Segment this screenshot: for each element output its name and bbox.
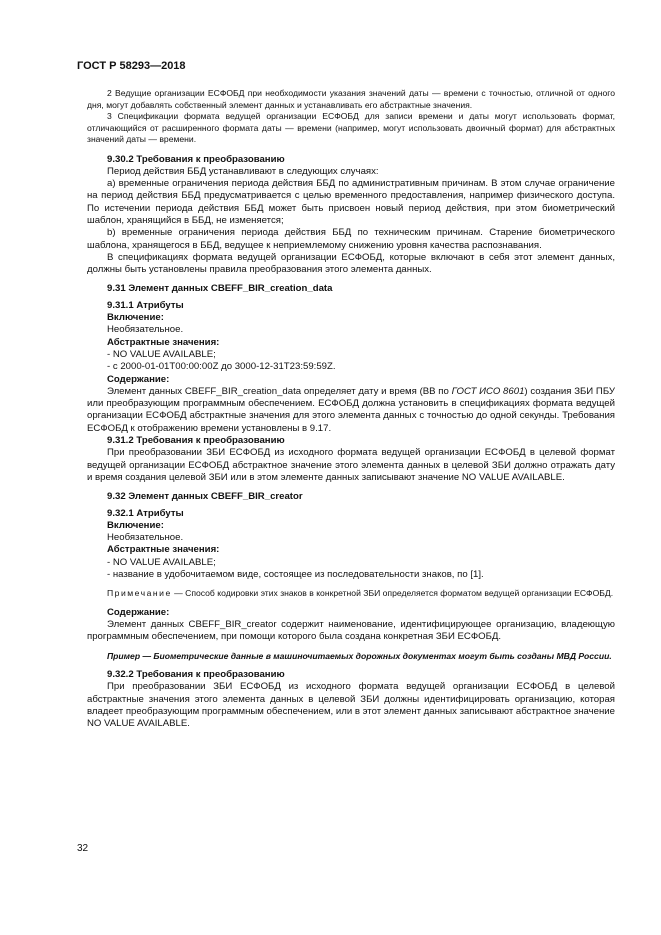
abstract-value-item: - NO VALUE AVAILABLE;	[107, 556, 216, 568]
paragraph: Элемент данных CBEFF_BIR_creator содержит наименование, идентифицирующее организацию, владеющую программным обеспечением, при помощи которого была создана конкретная ЗБИ ЕСФОБД.	[87, 619, 615, 643]
content-label: Содержание:	[107, 606, 170, 618]
paragraph: a) временные ограничения периода действия ББД по административным причинам. В этом случае ограничение на период действия ББД предусматривается с целью временного предоставления, например физического доступа. По истечении периода действия ББД может быть присвоен новый период действия, при этом биометрический шаблон, хранящийся в ББД, не изменяется;	[87, 178, 615, 226]
inclusion-value: Необязательное.	[107, 324, 184, 336]
note	[87, 588, 615, 600]
section-9-32-1-heading: 9.32.1 Атрибуты	[107, 507, 184, 519]
inclusion-label: Включение:	[107, 519, 164, 531]
section-9-32-2-heading: 9.32.2 Требования к преобразованию	[107, 669, 285, 681]
abstract-value-item: - NO VALUE AVAILABLE;	[107, 348, 216, 360]
content-text: Элемент данных CBEFF_BIR_creation_data определяет дату и время (ВВ по	[107, 385, 452, 397]
paragraph: В спецификациях формата ведущей организации ЕСФОБД, которые включают в себя этот элемент данных, должны быть установлены правила преобразования этого элемента данных.	[87, 251, 615, 276]
abstract-value-item: - название в удобочитаемом виде, состоящее из последовательности знаков, по [1].	[107, 569, 484, 580]
note-text: — Способ кодировки этих знаков в конкретной ЗБИ определяется форматом ведущей организации ЕСФОБД.	[171, 588, 614, 599]
standard-reference: ГОСТ ИСО 8601	[451, 385, 525, 397]
note-label: Примечание	[107, 588, 172, 599]
paragraph: b) временные ограничения периода действия ББД по техническим причинам. Старение биометрического шаблона, хранящегося в ББД, ведущее к неприемлемому снижению уровня качества распознавания.	[87, 227, 615, 251]
section-9-32-heading: 9.32 Элемент данных CBEFF_BIR_creator	[107, 491, 303, 503]
abstract-values-label: Абстрактные значения:	[107, 544, 220, 556]
page-number: 32	[77, 843, 89, 854]
content-text: ) создания ЗБИ ПБУ или преобразующим программным обеспечением. ЕСФОБД должна установить в спецификациях формата ведущей организации ЕСФОБД абстрактные значения для этого элемента данных с точностью до одной секунды. Требования ЕСФОБД к отображению времени установлены в 9.17.	[87, 385, 615, 434]
inclusion-label: Включение:	[107, 312, 164, 324]
section-9-31-1-heading: 9.31.1 Атрибуты	[107, 299, 184, 311]
note-2: 2 Ведущие организации ЕСФОБД при необходимости указания значений даты — времени с точностью, отличной от одного дня, могут добавлять собственный элемент данных и устанавливать его абстрактные значения.	[87, 88, 615, 110]
abstract-values-label: Абстрактные значения:	[107, 336, 220, 348]
section-9-30-2-heading: 9.30.2 Требования к преобразованию	[107, 153, 285, 165]
page-header: ГОСТ Р 58293—2018	[77, 60, 186, 72]
paragraph: При преобразовании ЗБИ ЕСФОБД из исходного формата ведущей организации ЕСФОБД в целевой формат ведущей организации ЕСФОБД абстрактное значение этого элемента данных в целевой ЗБИ должно отражать дату и время создания целевой ЗБИ или в этом элементе данных записывают значение NO VALUE AVAILABLE.	[87, 447, 615, 483]
content-paragraph	[87, 386, 615, 435]
page-content	[87, 88, 615, 731]
abstract-value-item: - с 2000-01-01T00:00:00Z до 3000-12-31T23:59:59Z.	[107, 361, 336, 373]
content-label: Содержание:	[107, 373, 170, 385]
inclusion-value: Необязательное.	[107, 532, 184, 544]
paragraph: Период действия ББД устанавливают в следующих случаях:	[107, 165, 379, 177]
section-9-31-2-heading: 9.31.2 Требования к преобразованию	[107, 435, 285, 447]
paragraph: При преобразовании ЗБИ ЕСФОБД из исходного формата ведущей организации ЕСФОБД в целевой абстрактные значения этого элемента данных в целевой ЗБИ должны идентифицировать организацию, которая владеет преобразующим программным обеспечением, или в этот элемент данных записывают абстрактное значение NO VALUE AVAILABLE.	[87, 681, 615, 730]
section-9-31-heading: 9.31 Элемент данных CBEFF_BIR_creation_data	[107, 283, 333, 295]
example: Пример — Биометрические данные в машиночитаемых дорожных документах могут быть созданы МВД России.	[107, 650, 612, 661]
note-3: 3 Спецификации формата ведущей организации ЕСФОБД для записи времени и даты могут использовать формат, отличающийся от расширенного формата даты — времени (например, могут использовать двоичный формат) для абстрактных значений даты — времени.	[87, 111, 615, 144]
